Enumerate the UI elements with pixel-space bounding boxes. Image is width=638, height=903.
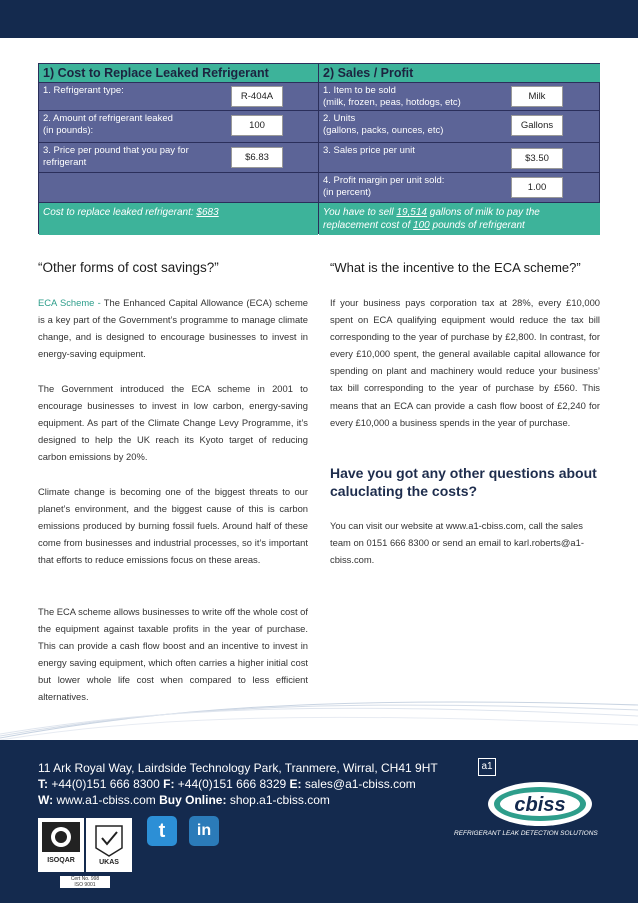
- profit-margin-label: [323, 175, 444, 199]
- refrigerant-amount-label-line1: 2. Amount of refrigerant leaked: [43, 113, 173, 124]
- profit-margin-row: [319, 173, 600, 203]
- cost-calculator-table: [38, 63, 600, 234]
- fax-number: +44(0)151 666 8329: [174, 777, 290, 791]
- refrigerant-cost-result: [39, 203, 318, 235]
- sales-profit-header: 2) Sales / Profit: [319, 64, 600, 83]
- sales-result-suffix: pounds of refrigerant: [429, 220, 525, 231]
- twitter-icon[interactable]: t: [147, 816, 177, 846]
- left-article-p1: [38, 294, 308, 362]
- left-article-p3: Climate change is becoming one of the biggest threats to our planet’s environment, and the biggest cause of this is carbon emissions produced by burning fossil fuels. Around half of these come from businesses and industrial processes, so it’s important that efforts to reduce emissions focus on these areas.: [38, 486, 308, 566]
- phone-number[interactable]: +44(0)151 666 8300: [48, 777, 164, 791]
- refrigerant-amount-row: [39, 111, 318, 143]
- refrigerant-amount-label-line2: (in pounds):: [43, 125, 94, 136]
- web-label: W:: [38, 793, 54, 807]
- isoqar-badge: [38, 818, 84, 872]
- item-sold-row: [319, 83, 600, 111]
- profit-margin-label-line2: (in percent): [323, 187, 372, 198]
- item-sold-label-line2: (milk, frozen, peas, hotdogs, etc): [323, 97, 461, 108]
- sales-price-row: [319, 143, 600, 173]
- refrigerant-cost-result-label: Cost to replace leaked refrigerant:: [43, 207, 197, 218]
- empty-row: [39, 173, 318, 203]
- cert-number: [60, 876, 110, 888]
- email-label: E:: [289, 777, 302, 791]
- refrigerant-price-label-line1: 3. Price per pound that you pay for: [43, 145, 189, 156]
- website-link[interactable]: www.a1-cbiss.com: [53, 793, 160, 807]
- sales-price-value[interactable]: $3.50: [511, 148, 563, 169]
- refrigerant-type-label: 1. Refrigerant type:: [43, 85, 124, 96]
- shop-link[interactable]: shop.a1-cbiss.com: [226, 793, 330, 807]
- item-sold-value[interactable]: Milk: [511, 86, 563, 107]
- left-article-heading: “Other forms of cost savings?”: [38, 260, 219, 275]
- phone-label: T:: [38, 777, 48, 791]
- left-article-p4: The ECA scheme allows businesses to write off the whole cost of the equipment against taxable profits in the year of purchase. This can provide a cash flow boost and an incentive to invest in energy saving equipment, which often carries a higher initial cost but lower whole life cost when compared to less efficient alternatives.: [38, 606, 308, 703]
- refrigerant-price-value[interactable]: $6.83: [231, 147, 283, 168]
- units-label-line2: (gallons, packs, ounces, etc): [323, 125, 444, 136]
- isoqar-text: ISOQAR: [47, 857, 75, 864]
- refrigerant-type-row: [39, 83, 318, 111]
- right-article-p1: If your business pays corporation tax at 28%, every £10,000 spent on ECA qualifying equipment would reduce the tax bill corresponding to the year of purchase by £2,800. In contrast, for every £10,000 spent, the general available capital allowance for spending on plant and machinery would reduce your business’ tax bill corresponding to the year of purchase by £560. This means that an ECA can provide a cash flow boost of £2,240 for every £10,000 a business spends in the year of purchase.: [330, 297, 600, 428]
- sales-profit-column: [319, 64, 600, 233]
- eca-scheme-link[interactable]: ECA Scheme -: [38, 297, 101, 308]
- sales-result-prefix: You have to sell: [323, 207, 397, 218]
- fax-label: F:: [163, 777, 175, 791]
- buy-online-label: Buy Online:: [159, 793, 227, 807]
- sales-result-line2-prefix: replacement cost of: [323, 220, 414, 231]
- sales-result-mid: gallons of milk to pay the: [426, 207, 540, 218]
- ukas-text: UKAS: [99, 859, 119, 866]
- right-article-heading: “What is the incentive to the ECA scheme?”: [330, 260, 581, 275]
- units-label: [323, 113, 443, 137]
- left-article-p1-text: The Enhanced Capital Allowance (ECA) scheme is a key part of the Government’s programme to manage climate change, and is designed to encourage businesses to invest in energy-saving equipment.: [38, 297, 308, 360]
- cert-no-text: Cert No. 998: [70, 876, 100, 882]
- refrigerant-cost-column: [39, 64, 319, 233]
- questions-heading: Have you got any other questions about caluclating the costs?: [330, 465, 597, 499]
- email-link[interactable]: sales@a1-cbiss.com: [301, 777, 416, 791]
- sales-result-line1: [323, 206, 596, 219]
- isoqar-icon: [38, 818, 84, 872]
- linkedin-icon[interactable]: in: [189, 816, 219, 846]
- top-banner: [0, 0, 638, 38]
- wave-decoration: [0, 690, 638, 740]
- web-links: [38, 792, 438, 808]
- refrigerant-cost-header: 1) Cost to Replace Leaked Refrigerant: [39, 64, 318, 83]
- profit-margin-value[interactable]: 1.00: [511, 177, 563, 198]
- refrigerant-amount-value[interactable]: 100: [231, 115, 283, 136]
- ukas-badge: [86, 818, 132, 872]
- sales-result-units: 19,514: [396, 207, 427, 218]
- tagline: REFRIGERANT LEAK DETECTION SOLUTIONS: [454, 830, 598, 837]
- address: 11 Ark Royal Way, Lairdside Technology Park, Tranmere, Wirral, CH41 9HT: [38, 761, 438, 775]
- units-value[interactable]: Gallons: [511, 115, 563, 136]
- refrigerant-price-label: [43, 145, 189, 169]
- refrigerant-price-row: [39, 143, 318, 173]
- ukas-crown-icon: [86, 818, 132, 872]
- sales-result-line2: [323, 219, 596, 232]
- refrigerant-amount-label: [43, 113, 173, 137]
- refrigerant-cost-result-value: $683: [196, 207, 219, 218]
- cbiss-logo-text: cbiss: [514, 794, 566, 816]
- sales-result: [319, 203, 600, 235]
- left-article-p2: The Government introduced the ECA scheme in 2001 to encourage businesses to invest in low carbon, energy-saving equipment. As part of the Climate Change Levy Programme, it’s designed to help the UK reach its Kyoto target of reducing carbon emissions by 20%.: [38, 383, 308, 463]
- sales-price-label: 3. Sales price per unit: [323, 145, 415, 156]
- units-row: [319, 111, 600, 143]
- profit-margin-label-line1: 4. Profit margin per unit sold:: [323, 175, 445, 186]
- refrigerant-type-value[interactable]: R-404A: [231, 86, 283, 107]
- a1-logo-icon: a1: [478, 758, 496, 776]
- iso-text: ISO 9001: [74, 882, 96, 888]
- sales-result-pounds: 100: [413, 220, 430, 231]
- contact-paragraph: You can visit our website at www.a1-cbiss.com, call the sales team on 0151 666 8300 or send an email to karl.roberts@a1-cbiss.com.: [330, 520, 584, 566]
- contact-details: [38, 760, 438, 808]
- item-sold-label-line1: 1. Item to be sold: [323, 85, 396, 96]
- item-sold-label: [323, 85, 461, 109]
- phone-fax-email: [38, 776, 438, 792]
- units-label-line1: 2. Units: [323, 113, 356, 124]
- refrigerant-price-label-line2: refrigerant: [43, 157, 87, 168]
- cbiss-logo: [486, 780, 594, 828]
- footer: [0, 740, 638, 903]
